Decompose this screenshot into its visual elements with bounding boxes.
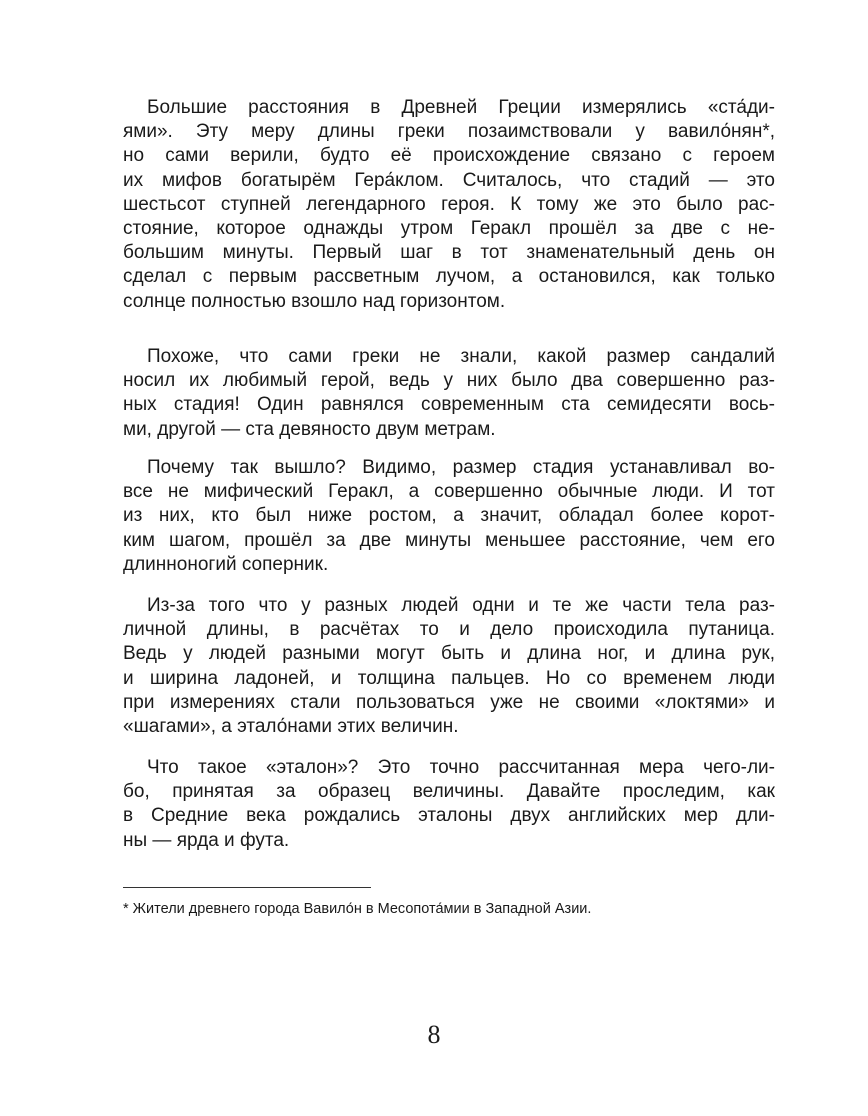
text-line: их мифов богатырём Гера́клом. Считалось, что стадий — это [123,169,775,191]
text-line: личной длины, в расчётах то и дело происходила путаница. [123,619,775,641]
text-line: Из-за того что у разных людей одни и те же части тела раз- [147,595,775,616]
text-line: Большие расстояния в Древней Греции измерялись «ста́ди- [147,97,775,118]
text-line: Ведь у людей разными могут быть и длина ног, и длина рук, [123,643,775,665]
text-line: носил их любимый герой, ведь у них было два совершенно раз- [123,370,775,392]
text-line: Похоже, что сами греки не знали, какой размер сандалий [147,346,775,367]
paragraph [123,594,775,739]
text-line: при измерениях стали пользоваться уже не своими «локтями» и [123,691,775,713]
text-line: Почему так вышло? Видимо, размер стадия устанавливал во- [147,457,775,478]
footnote-separator [123,887,371,888]
text-line: длинноногий соперник. [123,553,329,575]
text-line: Что такое «эталон»? Это точно рассчитанная мера чего-ли- [147,757,775,778]
text-line: из них, кто был ниже ростом, а значит, обладал более корот- [123,505,775,527]
text-line: ким шагом, прошёл за две минуты меньшее расстояние, чем его [123,529,775,551]
text-line: сделал с первым рассветным лучом, а остановился, как только [123,266,775,288]
paragraph [123,456,775,577]
text-line: бо, принятая за образец величины. Давайте проследим, как [123,781,775,803]
text-line: ми, другой — ста девяносто двум метрам. [123,418,496,440]
text-line: в Средние века рождались эталоны двух английских мер дли- [123,805,775,827]
text-line: все не мифический Геракл, а совершенно обычные люди. И тот [123,481,775,503]
paragraph [123,345,775,442]
text-line: ны — ярда и фута. [123,829,290,851]
paragraph [123,96,775,314]
text-line: ями». Эту меру длины греки позаимствовали у вавило́нян*, [123,121,775,143]
text-line: шестьсот ступней легендарного героя. К тому же это было рас- [123,193,775,215]
text-line: большим минуты. Первый шаг в тот знаменательный день он [123,242,775,264]
text-line: и ширина ладоней, и толщина пальцев. Но со временем люди [123,667,775,689]
text-line: солнце полностью взошло над горизонтом. [123,290,506,312]
page-number: 8 [427,1020,441,1049]
paragraph [123,756,775,853]
text-line: стояние, которое однажды утром Геракл прошёл за две с не- [123,217,775,239]
text-line: но сами верили, будто её происхождение связано с героем [123,145,775,167]
text-line: ных стадия! Один равнялся современным ста семидесяти вось- [123,394,775,416]
text-line: «шагами», а этало́нами этих величин. [123,715,459,737]
footnote: * Жители древнего города Вавило́н в Месопота́мии в Западной Азии. [123,901,592,917]
